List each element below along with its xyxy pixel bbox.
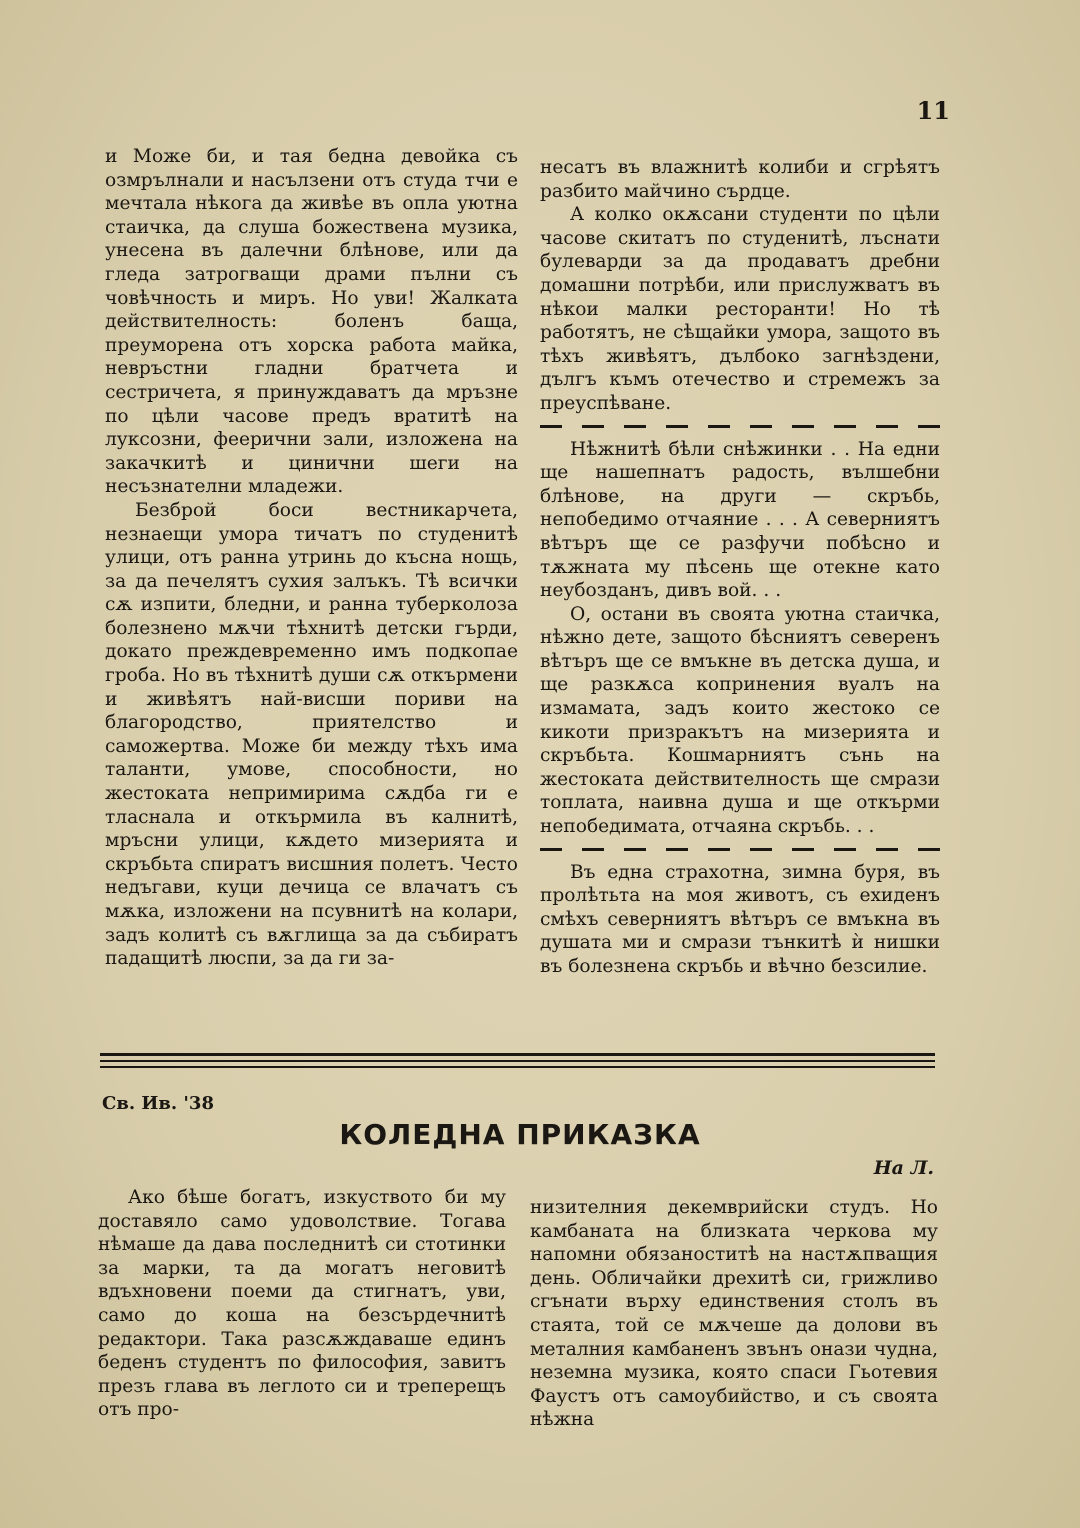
paragraph: несатъ въ влажнитѣ колиби и сгрѣятъ разбито майчино сърдце. bbox=[540, 157, 940, 202]
story-author: На Л. bbox=[873, 1157, 934, 1179]
article-column-right bbox=[540, 156, 940, 979]
article-column-left bbox=[105, 145, 518, 971]
story-title: КОЛЕДНА ПРИКАЗКА bbox=[339, 1118, 701, 1151]
page-number: 11 bbox=[916, 96, 950, 125]
paragraph: и Може би, и тая бедна девойка съ озмрълнали и насълзени отъ студа тчи е мечтала нѣкога да живѣе въ опла уютна стаичка, да слуша божествена музика, унесена въ далечни блѣнове, или да гледа затрогващи драми пълни съ човѣчность и миръ. Но уви! Жалката действителность: боленъ баща, преуморена отъ хорска работа майка, невръстни гладни братчета и сестричета, я принуждаватъ да мръзне по цѣли часове предъ вратитѣ на луксозни, феерични зали, изложена на закачкитѣ и цинични шеги на несъзнателни младежи. bbox=[105, 146, 518, 498]
dashed-separator bbox=[540, 843, 940, 857]
paragraph: Нѣжнитѣ бѣли снѣжинки . . На едни ще нашепнатъ радость, вълшебни блѣнове, на други — скръбь, непобедимо отчаяние . . . А северниятъ вѣтъръ ще се разфучи побѣсно и тѫжната му пѣсень ще отекне като неубозданъ, дивъ вой. . . bbox=[540, 438, 940, 602]
paragraph: О, остани въ своята уютна стаичка, нѣжно дете, защото бѣсниятъ северенъ вѣтъръ ще се вмъкне въ детска душа, и ще разкѫса копринения вуалъ на измамата, задъ които жестоко се кикоти призракътъ на мизерията и скръбьта. Кошмарниятъ сънь на жестоката действителность ще смрази топлата, наивна душа и ще откърми непобедимата, отчаяна скръбь. . . bbox=[540, 603, 940, 838]
paragraph: А колко окѫсани студенти по цѣли часове скитатъ по студенитѣ, лъснати булеварди за да продаватъ дребни домашни потрѣби, или прислужватъ въ нѣкои малки ресторанти! Но тѣ работятъ, не сѣщайки умора, защото въ тѣхъ живѣятъ, дълбоко загнѣздени, дългъ къмъ отечество и стремежъ за преуспѣване. bbox=[540, 204, 940, 414]
story-column-right bbox=[530, 1196, 938, 1432]
paragraph: Въ една страхотна, зимна буря, въ пролѣтьта на моя животъ, съ ехиденъ смѣхъ северниятъ вѣтъръ се вмъкна въ душата ми и смрази тънкитѣ ѝ нишки въ болезнена скръбь и вѣчно безсилие. bbox=[540, 861, 940, 977]
story-column-left bbox=[98, 1186, 506, 1422]
paragraph: Безброй боси вестникарчета, незнаещи умора тичатъ по студенитѣ улици, отъ ранна утринь до късна нощь, за да печелятъ сухия залъкъ. Тѣ всички сѫ изпити, бледни, и ранна туберколоза болезнено мѫчи тѣхнитѣ детски гърди, докато преждевременно имъ подкопае гроба. Но въ тѣхнитѣ души сѫ откърмени и живѣятъ най-висши пориви на благородство, приятелство и саможертва. Може би между тѣхъ има таланти, умове, способности, но жестоката непримирима сѫдба ги е тласнала и откърмила въ калнитѣ, мръсни улици, кѫдето мизерията и скръбьта спиратъ висшния полетъ. Често недъгави, куци дечица се влачатъ съ мѫка, изложени на псувнитѣ на колари, задъ колитѣ съ вѫглища за да събиратъ падащитѣ люспи, за да ги за- bbox=[105, 499, 518, 970]
author-signature: Св. Ив. '38 bbox=[102, 1093, 214, 1114]
paragraph: низителния декемврийски студъ. Но камбаната на близката черкова му напомни обязаноститѣ на настѫпващия день. Обличайки дрехитѣ си, грижливо сгънати върху единствения столъ въ стаята, той се мѫчеше да долови въ металния камбаненъ звънъ онази чудна, неземна музика, която спаси Гьотевия Фаустъ отъ самоубийство, и съ своята нѣжна bbox=[530, 1197, 938, 1431]
section-divider bbox=[100, 1053, 935, 1068]
dashed-separator bbox=[540, 420, 940, 434]
paragraph: Ако бѣше богатъ, изкуството би му доставяло само удоволствие. Тогава нѣмаше да дава последнитѣ си стотинки за марки, та да могатъ неговитѣ вдъхновени поеми да стигнатъ, уви, само до коша на безсърдечнитѣ редактори. Така разсѫждаваше единъ беденъ студентъ по философия, завитъ презъ глава въ леглото си и треперещъ отъ про- bbox=[98, 1187, 506, 1421]
